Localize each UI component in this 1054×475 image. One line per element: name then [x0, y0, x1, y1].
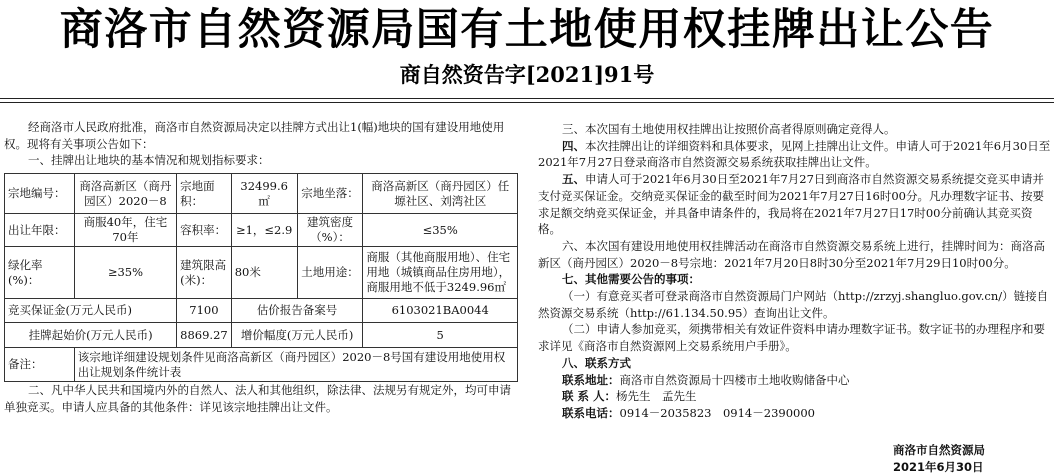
table-cell: 土地用途： [297, 247, 363, 299]
signature-date: 2021年6月30日 [893, 460, 984, 474]
contact-address [538, 372, 1054, 389]
section-7-heading: 七、其他需要公告的事项： [562, 272, 700, 287]
right-column [538, 121, 1054, 422]
section-5-text: 申请人可于2021年6月30日至2021年7月27日到商洛市自然资源交易系统提交竞买申请并支付竞买保证金。交纳竞买保证金的截至时间为2021年7月27日16时00分。凡办理数字证书、按要求足额交纳竞买保证金，并具备申请条件的，我局将在2021年7月27日17时00分前确认其竞买资格。 [538, 172, 1044, 237]
section-4-heading: 四、 [562, 138, 585, 153]
section-8-heading: 八、联系方式 [562, 355, 631, 370]
table-cell: 8869.27 [177, 323, 232, 348]
table-cell: 6103021BA0044 [363, 299, 518, 323]
section-3-paragraph: 三、本次国有土地使用权挂牌出让按照价高者得原则确定竞得人。 [562, 122, 896, 136]
table-cell: 建筑限高(米)： [177, 247, 232, 299]
table-cell: ≤35% [363, 214, 518, 247]
table-cell: 宗地面积： [177, 174, 232, 214]
table-cell: 建筑密度（%）： [297, 214, 363, 247]
table-row [5, 247, 518, 299]
table-cell: 宗地坐落： [297, 174, 363, 214]
section-4-text: 本次挂牌出让的详细资料和具体要求，见网上挂牌出让文件。申请人可于2021年6月30日至2021年7月27日登录商洛市自然资源交易系统获取挂牌出让文件。 [538, 138, 1051, 170]
table-cell: 估价报告备案号 [231, 299, 363, 323]
table-cell: 挂牌起始价(万元人民币) [5, 323, 177, 348]
section-4-paragraph [538, 138, 1054, 171]
table-cell: 竞买保证金(万元人民币) [5, 299, 177, 323]
table-cell: 该宗地详细建设规划条件见商洛高新区（商丹园区）2020－8号国有建设用地使用权出让规划条件统计表 [74, 348, 517, 382]
section-1-heading: 一、挂牌出让地块的基本情况和规划指标要求： [28, 153, 270, 168]
table-cell: 备注： [5, 348, 75, 382]
section-5-paragraph [538, 171, 1054, 238]
table-cell: ≥1，≤2.9 [231, 214, 297, 247]
section-2-paragraph: 二、凡中华人民共和国境内外的自然人、法人和其他组织，除法律、法规另有规定外，均可申请单独竞买。申请人应具备的其他条件：详见该宗地挂牌出让文件。 [4, 383, 511, 414]
section-7-item-2: （二）申请人参加竞买，须携带相关有效证件资料申请办理数字证书。数字证书的办理程序和要求详见《商洛市自然资源网上交易系统用户手册》。 [538, 322, 1045, 354]
table-cell: 商服（其他商服用地）、住宅用地（城镇商品住房用地），商服用地不低于3249.96㎡ [363, 247, 518, 299]
table-cell: 出让年限： [5, 214, 75, 247]
notice-number: 商自然资告字[2021]91号 [399, 62, 655, 87]
contact-person-value: 杨先生 孟先生 [616, 389, 697, 404]
contact-phone-value: 0914－2035823 0914－2390000 [619, 405, 815, 420]
table-cell: 容积率： [177, 214, 232, 247]
table-cell: 商洛高新区（商丹园区）任塬社区、刘湾社区 [363, 174, 518, 214]
table-cell: 7100 [177, 299, 232, 323]
table-cell: 5 [363, 323, 518, 348]
title-rule-bottom [0, 102, 1054, 103]
section-5-heading: 五、 [562, 172, 585, 187]
table-row [5, 174, 518, 214]
contact-phone-label: 联系电话： [562, 405, 620, 420]
contact-phone [538, 405, 1054, 422]
table-cell: 商洛高新区（商丹园区）2020－8 [74, 174, 176, 214]
title-rule-top [0, 98, 1054, 99]
section-6-paragraph: 六、本次国有建设用地使用权挂牌活动在商洛市自然资源交易系统上进行，挂牌时间为：商洛高新区（商丹园区）2020－8号宗地：2021年7月20日8时30分至2021年7月29日10时00分。 [538, 238, 1045, 270]
table-row [5, 214, 518, 247]
table-cell: 宗地编号： [5, 174, 75, 214]
signature-org: 商洛市自然资源局 [893, 443, 985, 457]
left-column [4, 119, 518, 416]
table-row [5, 323, 518, 348]
contact-address-value: 商洛市自然资源局十四楼市土地收购储备中心 [619, 372, 850, 387]
table-cell: 商服40年，住宅70年 [74, 214, 176, 247]
table-cell: 80米 [231, 247, 297, 299]
table-cell: 增价幅度(万元人民币) [231, 323, 363, 348]
table-row [5, 299, 518, 323]
parcel-info-table [4, 173, 518, 382]
intro-paragraph: 经商洛市人民政府批准，商洛市自然资源局决定以挂牌方式出让1(幅)地块的国有建设用地使用权。现将有关事项公告如下： [4, 120, 505, 151]
section-7-item-1: （一）有意竞买者可登录商洛市自然资源局门户网站（http://zrzyj.shangluo.gov.cn/）链接自然资源交易系统（http://61.134.50.95）查询出让文件。 [538, 289, 1049, 320]
contact-address-label: 联系地址： [562, 372, 620, 387]
contact-person [538, 388, 1054, 405]
table-cell: 32499.6㎡ [231, 174, 297, 214]
table-cell: 绿化率(%)： [5, 247, 75, 299]
table-cell: ≥35% [74, 247, 176, 299]
contact-person-label: 联 系 人： [562, 389, 617, 404]
table-row [5, 348, 518, 382]
notice-title: 商洛市自然资源局国有土地使用权挂牌出让公告 [59, 5, 995, 55]
